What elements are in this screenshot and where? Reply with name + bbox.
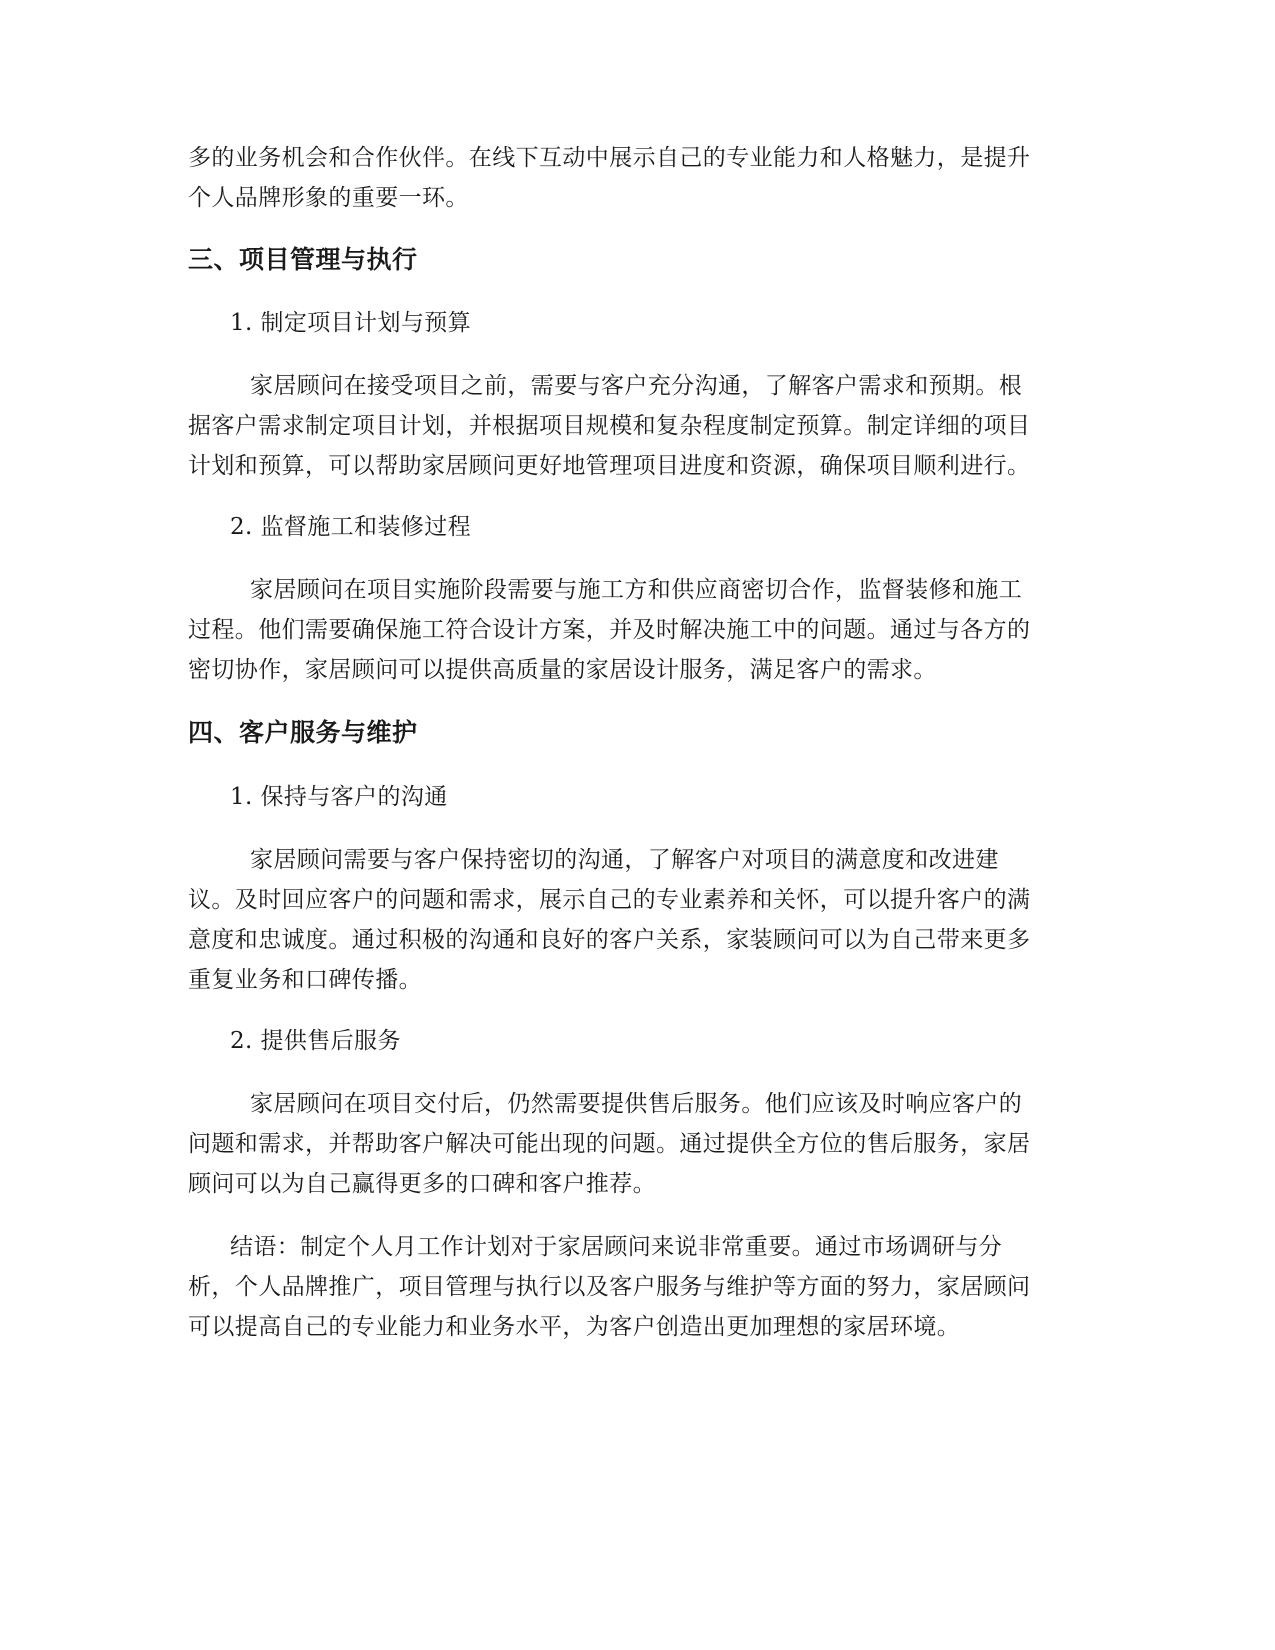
section-4-item-2-line-1: 家居顾问在项目交付后，仍然需要提供售后服务。他们应该及时响应客户的 [250,1091,1023,1117]
section-3-item-1-line-2: 据客户需求制定项目计划，并根据项目规模和复杂程度制定预算。制定详细的项目 [188,413,1031,439]
section-3-item-2-line-2: 过程。他们需要确保施工符合设计方案，并及时解决施工中的问题。通过与各方的 [188,617,1031,643]
intro-line-1: 多的业务机会和合作伙伴。在线下互动中展示自己的专业能力和人格魅力，是提升 [188,145,1031,171]
conclusion-line-1: 结语：制定个人月工作计划对于家居顾问来说非常重要。通过市场调研与分 [230,1234,1003,1260]
section-3-heading: 三、项目管理与执行 [188,245,418,274]
section-4-item-2-title: 2. 提供售后服务 [230,1028,401,1054]
section-4-item-1-line-3: 意度和忠诚度。通过积极的沟通和良好的客户关系，家装顾问可以为自己带来更多 [188,927,1031,953]
section-4-heading: 四、客户服务与维护 [188,718,418,747]
conclusion-line-2: 析，个人品牌推广，项目管理与执行以及客户服务与维护等方面的努力，家居顾问 [188,1274,1031,1300]
section-4-item-1-line-4: 重复业务和口碑传播。 [188,967,422,993]
section-3-item-2-title: 2. 监督施工和装修过程 [230,514,472,540]
section-4-item-2-line-3: 顾问可以为自己赢得更多的口碑和客户推荐。 [188,1171,656,1197]
section-4-item-1-title: 1. 保持与客户的沟通 [230,784,448,810]
section-3-item-1-title: 1. 制定项目计划与预算 [230,310,472,336]
section-3-item-2-line-1: 家居顾问在项目实施阶段需要与施工方和供应商密切合作，监督装修和施工 [250,577,1023,603]
section-4-item-1-line-1: 家居顾问需要与客户保持密切的沟通，了解客户对项目的满意度和改进建 [250,847,999,873]
intro-line-2: 个人品牌形象的重要一环。 [188,185,469,211]
section-4-item-1-line-2: 议。及时回应客户的问题和需求，展示自己的专业素养和关怀，可以提升客户的满 [188,887,1031,913]
section-3-item-2-line-3: 密切协作，家居顾问可以提供高质量的家居设计服务，满足客户的需求。 [188,657,937,683]
section-3-item-1-line-1: 家居顾问在接受项目之前，需要与客户充分沟通，了解客户需求和预期。根 [250,373,1023,399]
section-3-item-1-line-3: 计划和预算，可以帮助家居顾问更好地管理项目进度和资源，确保项目顺利进行。 [188,453,1031,479]
section-4-item-2-line-2: 问题和需求，并帮助客户解决可能出现的问题。通过提供全方位的售后服务，家居 [188,1131,1031,1157]
conclusion-line-3: 可以提高自己的专业能力和业务水平，为客户创造出更加理想的家居环境。 [188,1314,961,1340]
